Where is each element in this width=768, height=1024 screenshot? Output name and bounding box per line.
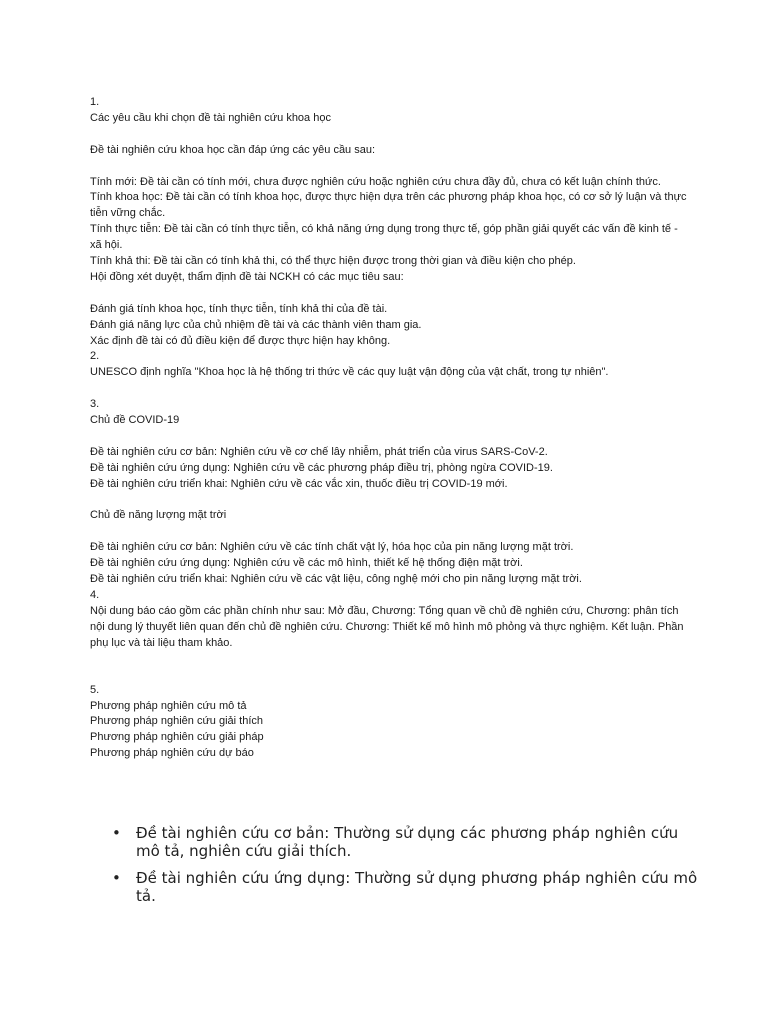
paragraph: Đề tài nghiên cứu cơ bản: Nghiên cứu về cơ chế lây nhiễm, phát triển của virus SARS-CoV-2.: [90, 445, 548, 458]
paragraph: UNESCO định nghĩa "Khoa học là hệ thống tri thức về các quy luật vận động của vật chất, trong tự nhiên".: [90, 366, 609, 379]
bullet-text: Đề tài nghiên cứu cơ bản: Thường sử dụng các phương pháp nghiên cứu mô tả, nghiên cứu giải thích.: [136, 824, 679, 860]
blank-line: [90, 524, 690, 540]
bullet-text: Đề tài nghiên cứu ứng dụng: Thường sử dụng phương pháp nghiên cứu mô tả.: [136, 869, 698, 905]
method-item: Phương pháp nghiên cứu dự báo: [90, 747, 254, 760]
method-item: Phương pháp nghiên cứu giải pháp: [90, 731, 264, 744]
paragraph: Xác định đề tài có đủ điều kiện để được thực hiện hay không.: [90, 334, 391, 347]
list-item: [110, 869, 700, 905]
section-heading: Các yêu cầu khi chọn đề tài nghiên cứu khoa học: [90, 111, 331, 124]
blank-line: [90, 127, 690, 143]
topic-heading: Chủ đề năng lượng mặt trời: [90, 509, 227, 522]
paragraph: Tính thực tiễn: Đề tài cần có tính thực tiễn, có khả năng ứng dụng trong thực tế, góp phần giải quyết các vấn đề kinh tế - xã hội.: [90, 223, 678, 252]
section-number-3: 3.: [90, 398, 100, 411]
blank-line: [90, 429, 690, 445]
blank-line: [90, 652, 690, 683]
paragraph: Hội đồng xét duyệt, thẩm định đề tài NCKH có các mục tiêu sau:: [90, 270, 404, 283]
blank-line: [90, 286, 690, 302]
document-body: [90, 95, 690, 762]
paragraph: Đề tài nghiên cứu ứng dụng: Nghiên cứu về các phương pháp điều trị, phòng ngừa COVID-19.: [90, 461, 553, 474]
paragraph: Đề tài nghiên cứu cơ bản: Nghiên cứu về các tính chất vật lý, hóa học của pin năng lượng mặt trời.: [90, 541, 574, 554]
section-number-1: 1.: [90, 96, 100, 108]
bullet-icon: •: [112, 869, 121, 887]
paragraph: Đánh giá năng lực của chủ nhiệm đề tài và các thành viên tham gia.: [90, 318, 422, 331]
paragraph: Đề tài nghiên cứu ứng dụng: Nghiên cứu về các mô hình, thiết kế hệ thống điện mặt trời.: [90, 557, 523, 570]
section-number-5: 5.: [90, 683, 100, 696]
blank-line: [90, 493, 690, 509]
section-number-2: 2.: [90, 350, 100, 363]
paragraph: Đánh giá tính khoa học, tính thực tiễn, tính khả thi của đề tài.: [90, 302, 388, 315]
paragraph: Nội dung báo cáo gồm các phần chính như sau: Mở đầu, Chương: Tổng quan về chủ đề nghiên cứu, Chương: phân tích nội dung lý thuyết liên quan đến chủ đề nghiên cứu. Chương: Thiết kế mô hình mô phỏng và thực nghiệm. Kết luận. Phần phụ lục và tài liệu tham khảo.: [90, 604, 684, 649]
method-item: Phương pháp nghiên cứu mô tả: [90, 699, 247, 712]
list-item: [110, 824, 700, 860]
paragraph: Tính khả thi: Đề tài cần có tính khả thi, có thể thực hiện được trong thời gian và điều kiện cho phép.: [90, 255, 576, 268]
section-number-4: 4.: [90, 588, 100, 601]
paragraph: Tính mới: Đề tài cần có tính mới, chưa được nghiên cứu hoặc nghiên cứu chưa đầy đủ, chưa có kết luận chính thức.: [90, 175, 661, 188]
paragraph: Đề tài nghiên cứu triển khai: Nghiên cứu về các vật liệu, công nghệ mới cho pin năng lượng mặt trời.: [90, 573, 582, 586]
bullet-list: [110, 824, 700, 914]
blank-line: [90, 381, 690, 397]
paragraph: Tính khoa học: Đề tài cần có tính khoa học, được thực hiện dựa trên các phương pháp khoa học, có cơ sở lý luận và thực tiễn vững chắc.: [90, 191, 687, 220]
paragraph: Đề tài nghiên cứu khoa học cần đáp ứng các yêu cầu sau:: [90, 143, 376, 156]
paragraph: Đề tài nghiên cứu triển khai: Nghiên cứu về các vắc xin, thuốc điều trị COVID-19 mới.: [90, 477, 508, 490]
topic-heading: Chủ đề COVID-19: [90, 414, 180, 427]
bullet-icon: •: [112, 824, 121, 842]
method-item: Phương pháp nghiên cứu giải thích: [90, 715, 264, 728]
blank-line: [90, 159, 690, 175]
